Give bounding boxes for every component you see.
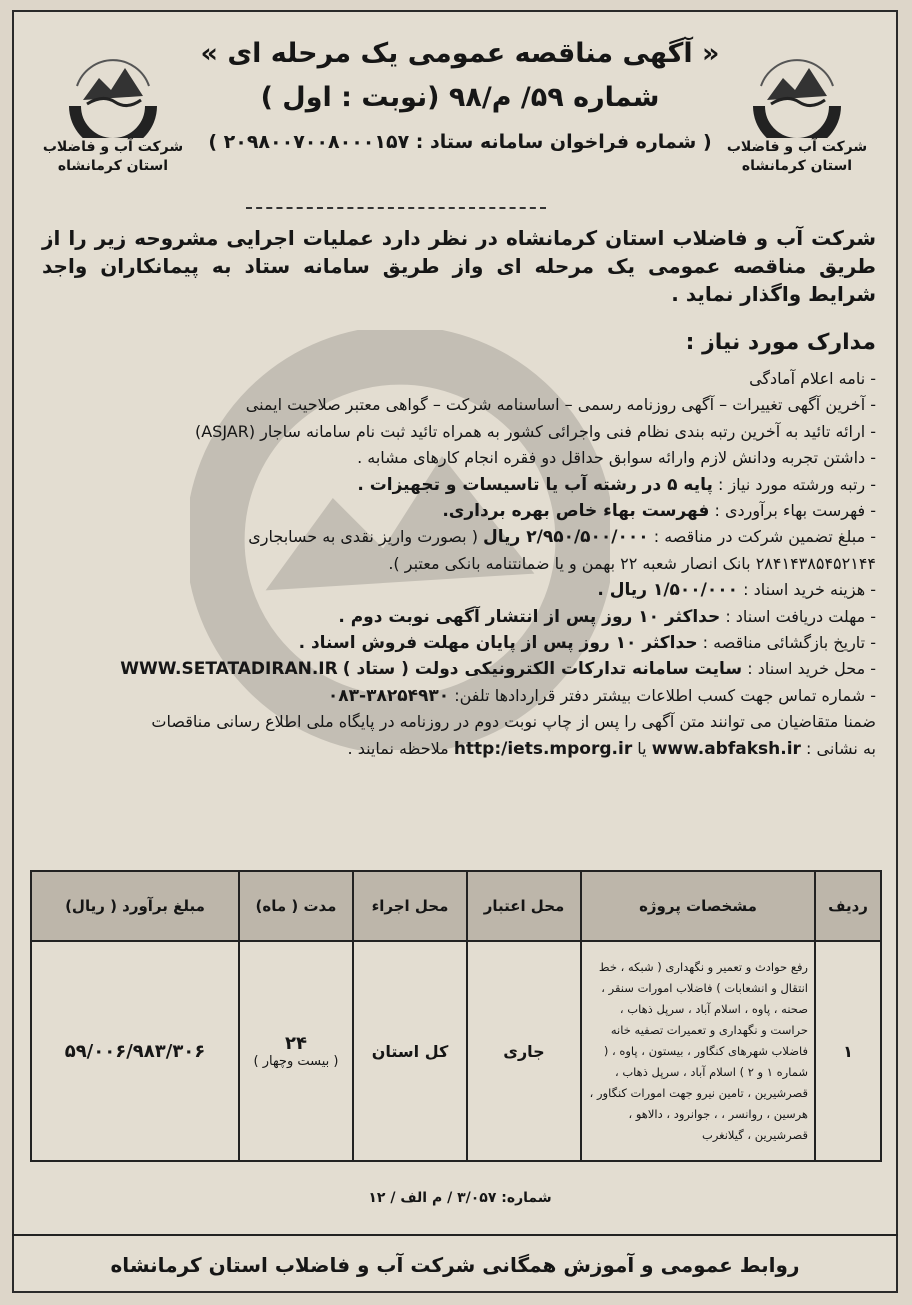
org-province: استان کرمانشاه	[57, 158, 169, 174]
abfa-logo-icon	[747, 46, 847, 138]
cost-label: - هزینه خرید اسناد :	[738, 580, 876, 600]
list-item: - آخرین آگهی تغییرات – آگهی روزنامه رسمی – اساسنامه شرکت – گواهی معتبر صلاحیت ایمنی	[245, 395, 876, 415]
org-logo-left	[28, 46, 198, 176]
abfaksh-link[interactable]: www.abfaksh.ir	[651, 738, 801, 759]
col-index-header: ردیف	[815, 871, 881, 941]
col-funding-header: محل اعتبار	[467, 871, 581, 941]
guarantee-label: - مبلغ تضمین شرکت در مناقصه :	[648, 527, 876, 547]
row-duration-cell	[239, 941, 353, 1161]
ad-number: شماره: ۳/۰۵۷ / م الف / ۱۲	[368, 1190, 552, 1206]
note-prefix: به نشانی :	[800, 738, 876, 758]
deadline-label: - مهلت دریافت اسناد :	[720, 606, 876, 626]
col-location-header: محل اجراء	[353, 871, 467, 941]
row-index: ۱	[815, 941, 881, 1161]
org-province: استان کرمانشاه	[741, 158, 853, 174]
guarantee-rest: ( بصورت واریز نقدی به حسابجاری	[248, 527, 484, 547]
deadline-row	[42, 604, 876, 630]
org-logo-right	[712, 46, 882, 176]
opening-label: - تاریخ بازگشائی مناقصه :	[697, 633, 876, 653]
note-or: یا	[632, 738, 652, 758]
col-duration-header: مدت ( ماه)	[239, 871, 353, 941]
notice-number: شماره ۵۹/ م/۹۸ (نوبت : اول )	[260, 82, 660, 113]
col-description-header: مشخصات پروژه	[581, 871, 815, 941]
row-duration: ۲۴	[285, 1033, 307, 1054]
guarantee-account: ۲۸۴۱۴۳۸۵۴۵۲۱۴۴ بانک انصار شعبه ۲۲ بهمن و یا ضمانتنامه بانکی معتبر ).	[388, 553, 876, 573]
footer-publisher: روابط عمومی و آموزش همگانی شرکت آب و فاضلاب استان کرمانشاه	[12, 1234, 898, 1293]
guarantee-row	[42, 524, 876, 550]
pricelist-row	[42, 498, 876, 524]
cost-value: ۱/۵۰۰/۰۰۰ ریال .	[597, 580, 739, 601]
table-header-row	[31, 871, 881, 941]
place-url-link[interactable]: WWW.SETATADIRAN.IR	[120, 659, 338, 680]
list-item: - ارائه تائید به آخرین رتبه بندی نظام فنی واجرائی کشور به همراه تائید ثبت نام سامانه ساجار (ASJAR)	[194, 421, 876, 441]
abfa-logo-icon	[63, 46, 163, 138]
row-funding: جاری	[467, 941, 581, 1161]
grade-value: پایه ۵ در رشته آب یا تاسیسات و تجهیزات .	[357, 474, 713, 495]
contact-label: - شماره تماس جهت کسب اطلاعات بیشتر دفتر قراردادها تلفن:	[449, 685, 876, 705]
org-name: شرکت آب و فاضلاب	[42, 139, 184, 155]
row-amount: ۵۹/۰۰۶/۹۸۳/۳۰۶	[31, 941, 239, 1161]
notice-title-block	[190, 32, 730, 160]
deadline-value: حداکثر ۱۰ روز پس از انتشار آگهی نوبت دوم .	[338, 606, 721, 627]
contact-phone: ۰۸۳-۳۸۲۵۴۹۳۰	[327, 685, 450, 706]
pricelist-value: فهرست بهاء خاص بهره برداری.	[442, 501, 710, 522]
cost-row	[42, 577, 876, 603]
place-label: - محل خرید اسناد :	[742, 659, 876, 679]
note-suffix: ملاحظه نمایند .	[347, 738, 454, 758]
call-number: ( شماره فراخوان سامانه ستاد : ۲۰۹۸۰۰۷۰۰۸۰۰۰۱۵۷ )	[208, 131, 712, 153]
iets-link[interactable]: http:/iets.mporg.ir	[453, 738, 633, 759]
grade-row	[42, 472, 876, 498]
intro-paragraph: شرکت آب و فاضلاب استان کرمانشاه در نظر دارد عملیات اجرایی مشروحه زیر را از طریق مناقصه عمومی یک مرحله ای واز طریق سامانه ستاد به پیمانکاران واجد شرایط واگذار نماید .	[42, 226, 876, 306]
opening-row	[42, 630, 876, 656]
place-row	[42, 656, 876, 682]
row-duration-words: ( بیست وچهار )	[253, 1054, 339, 1069]
row-location: کل استان	[353, 941, 467, 1161]
notice-title: « آگهی مناقصه عمومی یک مرحله ای »	[200, 38, 720, 69]
col-amount-header: مبلغ برآورد ( ریال)	[31, 871, 239, 941]
note-urls	[42, 736, 876, 762]
grade-label: - رتبه ورشته مورد نیاز :	[712, 474, 876, 494]
divider	[246, 207, 546, 209]
pricelist-label: - فهرست بهاء برآوردی :	[709, 501, 876, 521]
place-value: سایت سامانه تدارکات الکترونیکی دولت ( ستاد )	[342, 659, 743, 680]
opening-value: حداکثر ۱۰ روز پس از پایان مهلت فروش اسناد .	[298, 633, 698, 654]
contact-row	[42, 683, 876, 709]
list-item: - نامه اعلام آمادگی	[749, 369, 876, 388]
org-name: شرکت آب و فاضلاب	[726, 139, 868, 155]
table-row	[31, 941, 881, 1161]
guarantee-value: ۲/۹۵۰/۵۰۰/۰۰۰ ریال	[483, 527, 649, 548]
requirements-heading: مدارک مورد نیاز :	[685, 330, 876, 355]
note-line: ضمنا متقاضیان می توانند متن آگهی را پس از چاپ نوبت دوم در روزنامه در پایگاه ملی اطلاع رسانی مناقصات	[151, 712, 876, 732]
project-table	[30, 870, 882, 1162]
list-item: - داشتن تجربه ودانش لازم وارائه سوابق حداقل دو فقره انجام کارهای مشابه .	[357, 448, 876, 468]
row-description: رفع حوادث و تعمیر و نگهداری ( شبکه ، خط انتقال و انشعابات ) فاضلاب امورات سنقر ، صحنه ، پاوه ، اسلام آباد ، سرپل ذهاب ، حراست و نگهداری و تعمیرات تصفیه خانه فاضلاب شهرهای کنگاور ، بیستون ، پاوه ، ( شماره ۱ و ۲ ) اسلام آباد ، سرپل ذهاب ، قصرشیرین ، تامین نیرو جهت امورات کنگاور ، هرسین ، روانسر ، ، جوانرود ، دالاهو ، قصرشیرین ، گیلانغرب	[581, 941, 815, 1161]
requirements-list	[42, 366, 876, 762]
